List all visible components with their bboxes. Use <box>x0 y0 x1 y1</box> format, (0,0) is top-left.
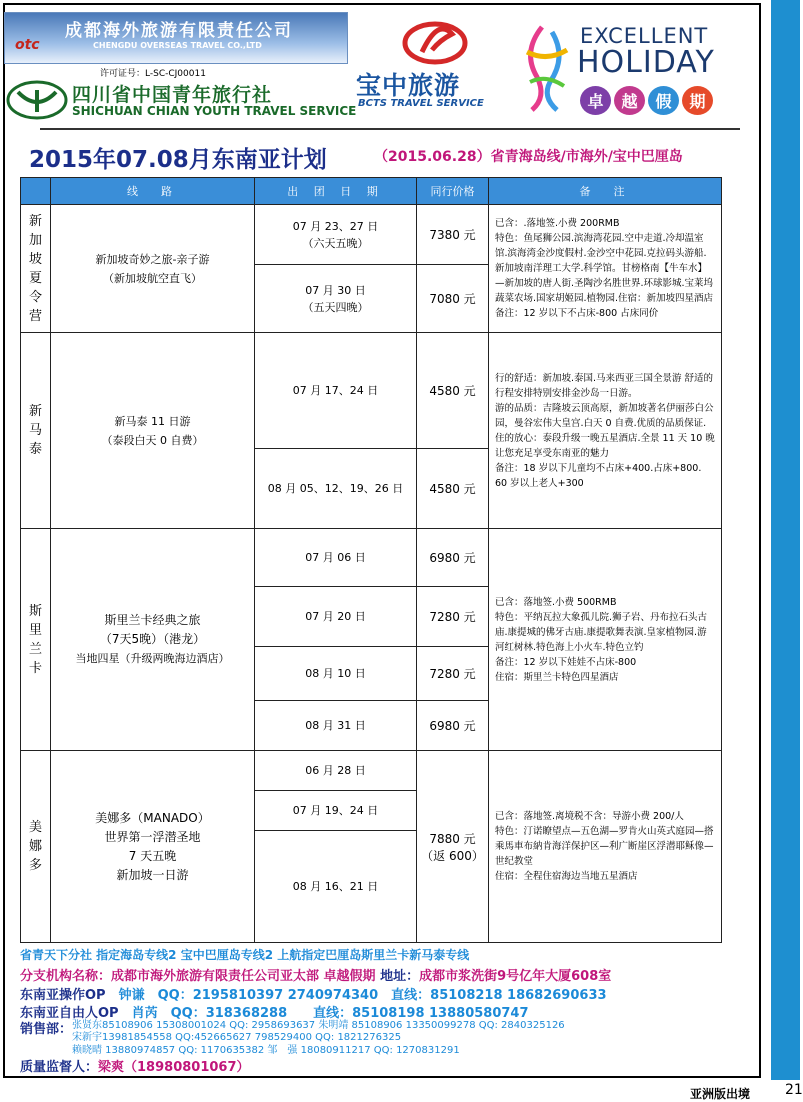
date-cell: 07 月 19、24 日 <box>255 791 417 831</box>
sales-line: 宋新宇13981854558 QQ:452665627 798529400 QQ: 1821276325 <box>72 1032 402 1043</box>
page-title: 2015年07.08月东南亚计划 <box>29 147 327 173</box>
col-route: 线 路 <box>51 178 255 205</box>
sales-line: 张贤东85108906 15308001024 QQ: 2958693637 朱明靖 85108906 13350099278 QQ: 2840325126 <box>72 1020 565 1031</box>
title-divider <box>40 128 740 130</box>
footer-op <box>20 984 607 1003</box>
price-cell: 4580 元 <box>417 449 489 529</box>
table-row <box>21 333 722 449</box>
bz-name: 宝中旅游 <box>356 71 461 100</box>
note-cell: 行的舒适：新加坡.泰国.马来西亚三国全景游 舒适的行程安排特别安排金沙岛一日游。 游的品质：吉隆坡云顶高原，新加坡著名伊丽莎白公园，曼谷宏伟大皇宫.白天 0 自费.优质的品质保证. 住的放心：泰段升级一晚五星酒店.全景 11 天 10 晚让您充足享受东南亚的魅力 备注：18 岁以下儿童均不占床+400.占床+800. 60 岁以上老人+300 <box>489 333 722 529</box>
chengdu-overseas-logo <box>4 12 348 64</box>
price-cell: 7280 元 <box>417 587 489 647</box>
price-cell: 7280 元 <box>417 647 489 701</box>
date-cell: 08 月 05、12、19、26 日 <box>255 449 417 529</box>
zy-badge: 期 <box>682 86 713 115</box>
route-hotel: 当地四星（升级两晚海边酒店） <box>75 652 230 665</box>
qa-value: 梁爽（18980801067） <box>98 1060 250 1075</box>
route-cell: 美娜多（MANADO） 世界第一浮潜圣地 7 天五晚 新加坡一日游 <box>51 751 255 943</box>
price-cell: 4580 元 <box>417 333 489 449</box>
note-cell: 已含：落地签.小费 500RMB 特色：平纳瓦拉大象孤儿院.狮子岩、丹布拉石头古庙.康提城的佛牙古庙.康提歌舞表演.皇家植物园.游河红树林.特色海上小火车.特色立钓 备注：12 岁以下娃娃不占床-800 住宿：斯里兰卡特色四星酒店 <box>489 529 722 751</box>
price-cell: 6980 元 <box>417 529 489 587</box>
op-value: 钟谦 QQ：2195810397 2740974340 直线：85108218 18682690633 <box>118 988 607 1003</box>
holiday-text: HOLIDAY <box>577 45 715 80</box>
cdo-name: 成都海外旅游有限责任公司 <box>65 21 293 41</box>
org-value: 成都市海外旅游有限责任公司亚太部 卓越假期 <box>111 969 376 984</box>
right-color-strip <box>763 0 800 1080</box>
date-cell: 07 月 20 日 <box>255 587 417 647</box>
itinerary-table <box>20 177 722 943</box>
op2-value: 肖芮 QQ：318368288 直线：85108198 13880580747 <box>131 1006 529 1021</box>
date-cell: 07 月 30 日 （五天四晚） <box>255 265 417 333</box>
excellent-text: EXCELLENT <box>580 24 709 48</box>
dest-cell: 斯 里 兰 卡 <box>21 529 51 751</box>
price-cell: 7080 元 <box>417 265 489 333</box>
date-cell: 06 月 28 日 <box>255 751 417 791</box>
date-cell: 08 月 10 日 <box>255 647 417 701</box>
op-label: 东南亚操作OP <box>20 988 106 1003</box>
zhuoyue-badges <box>580 86 713 115</box>
magazine-name: 亚洲版出境 <box>690 1087 751 1101</box>
table-header-row <box>21 178 722 205</box>
title-date: （2015.06.28） <box>374 149 491 165</box>
title-sub <box>374 146 683 166</box>
dest-cell: 新 马 泰 <box>21 333 51 529</box>
page-number: 21 <box>785 1082 803 1098</box>
dest-cell: 新 加 坡 夏 令 营 <box>21 205 51 333</box>
note-cell: 已含：落地签.离境税不含：导游小费 200/人 特色：汀诺瞭望点—五色湖—罗肯火山英式庭园—搭乘馬車布納肯海洋保护区—利广断崖区浮潜耶稣像—世纪教堂 住宿：全程住宿海边当地五星酒店 <box>489 751 722 943</box>
table-row <box>21 751 722 791</box>
footer-org <box>20 965 611 984</box>
route-cell: 新马泰 11 日游 （泰段白天 0 自费） <box>51 333 255 529</box>
otc-logo-mark: otc <box>15 37 40 53</box>
col-note: 备 注 <box>489 178 722 205</box>
zy-badge: 假 <box>648 86 679 115</box>
price-cell: 7880 元 （返 600） <box>417 751 489 943</box>
blue-band <box>771 0 800 1080</box>
price-cell: 6980 元 <box>417 701 489 751</box>
route-title: 斯里兰卡经典之旅 （7天5晚）（港龙） <box>99 613 206 646</box>
dest-cell: 美 娜 多 <box>21 751 51 943</box>
sales-label: 销售部： <box>20 1022 73 1037</box>
footer-line1-text: 省青天下分社 指定海岛专线2 宝中巴厘岛专线2 上航指定巴厘岛斯里兰卡新马泰专线 <box>20 948 470 962</box>
price-cell: 7380 元 <box>417 205 489 265</box>
footer-qa <box>20 1056 250 1075</box>
table-row <box>21 205 722 265</box>
col-date: 出 团 日 期 <box>255 178 417 205</box>
zy-badge: 越 <box>614 86 645 115</box>
route-cell <box>51 529 255 751</box>
date-cell: 08 月 16、21 日 <box>255 831 417 943</box>
sales-line: 赖晓晴 13880974857 QQ: 1170635382 邹 强 18080911217 QQ: 1270831291 <box>72 1045 460 1056</box>
scy-name: 四川省中国青年旅行社 <box>72 84 273 106</box>
table-row <box>21 529 722 587</box>
addr-label: 地址： <box>380 969 420 984</box>
excellent-holiday-swirl-icon <box>512 22 580 112</box>
footer-line1 <box>20 946 469 963</box>
col-dest <box>21 178 51 205</box>
note-cell: 已含：.落地签.小费 200RMB 特色：鱼尾狮公园.滨海湾花园.空中走道.冷却温室馆.滨海湾金沙度假村.金沙空中花园.克拉码头游船.新加坡南洋理工大学.科学馆。甘榜格南【牛车水】—新加坡的唐人街.圣陶沙名胜世界.环球影城.宝莱坞蔬菜农场.国家胡姬园.植物园.住宿：新加坡四星酒店 备注：12 岁以下不占床-800 占床同价 <box>489 205 722 333</box>
op2-label: 东南亚自由人OP <box>20 1006 119 1021</box>
zy-badge: 卓 <box>580 86 611 115</box>
date-cell: 07 月 23、27 日 （六天五晚） <box>255 205 417 265</box>
date-cell: 08 月 31 日 <box>255 701 417 751</box>
org-label: 分支机构名称： <box>20 969 112 984</box>
cdo-en: CHENGDU OVERSEAS TRAVEL CO.,LTD <box>93 41 262 50</box>
footer-sales-label <box>20 1018 72 1037</box>
bz-en: BCTS TRAVEL SERVICE <box>358 98 484 109</box>
qa-label: 质量监督人： <box>20 1060 99 1075</box>
col-price: 同行价格 <box>417 178 489 205</box>
license-no: 许可证号：L-SC-CJ00011 <box>100 69 206 79</box>
date-cell: 07 月 17、24 日 <box>255 333 417 449</box>
addr-value: 成都市浆洗街9号亿年大厦608室 <box>419 969 612 984</box>
scy-en: SHICHUAN CHIAN YOUTH TRAVEL SERVICE <box>72 104 357 118</box>
route-cell: 新加坡奇妙之旅-亲子游 （新加坡航空直飞） <box>51 205 255 333</box>
bz-logo-icon <box>402 20 468 66</box>
title-routes: 省青海岛线/市海外/宝中巴厘岛 <box>490 149 683 165</box>
date-cell: 07 月 06 日 <box>255 529 417 587</box>
scy-logo-icon <box>6 80 68 120</box>
